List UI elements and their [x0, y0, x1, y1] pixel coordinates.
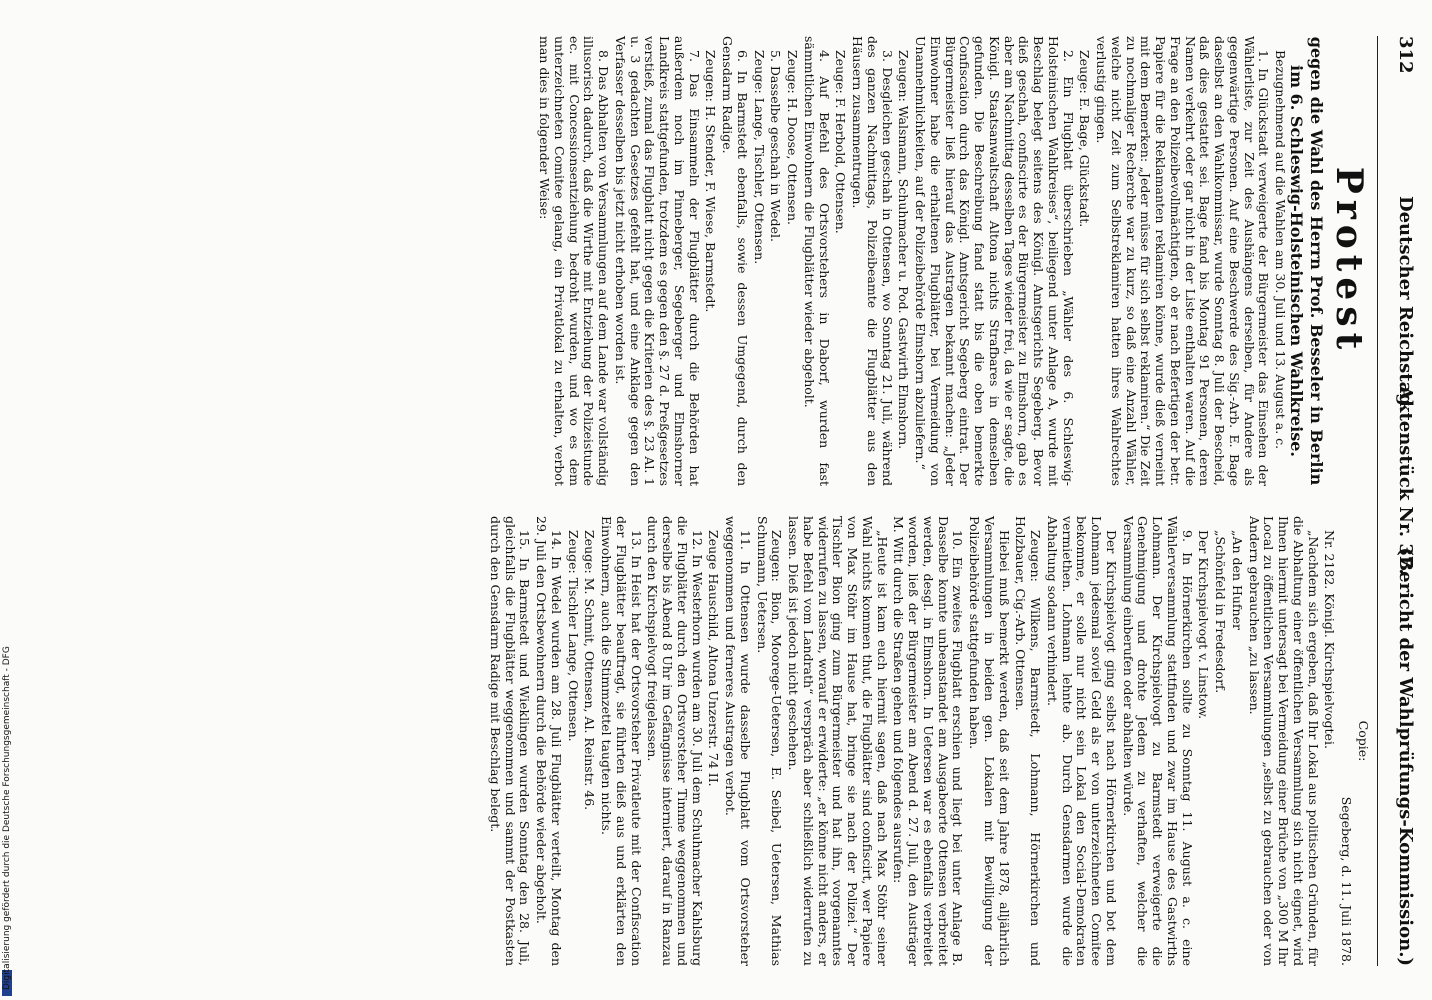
rotated-page-area: [114, 36, 1414, 966]
paragraph: Zeugen: Bion, Moorege-Uetersen, E. Seibel, Uetersen, Mathias Schumann, Uetersen.: [754, 516, 785, 966]
paragraph: 8. Das Abhalten von Versammlungen auf dem Lande war vollständig illusorisch dadurch, daß die Wirthe mit Entziehung der Polizeistunde ec. mit Concessionsentziehung bedroht wurden, und wo es dem unterzeichneten Comitee gelang, ein Privatlokal zu erhalten, verbot man dies in folgender Weise:: [537, 36, 612, 486]
paragraph: „Heute ist kam euch hiermit sagen, daß nach Max Stöhr seiner Wahl nichts kommen thut, die Flugblätter sind confiscirt, wer Papiere von Max Stöhr im Hause hat, bringe sie nach der Polizei.“ Der Tischler Bion ging zum Bürgermeister und hat ihn, vorgenanntes widerrufen zu lassen, worauf er erwiderte: „er könne nicht anders, er habe Befehl vom Landrath“ verspräch aber schließlich widerrufen zu lassen. Dieß ist jedoch nicht geschehen.: [786, 516, 890, 966]
paragraph: 3. Desgleichen geschah in Ottensen, wo Sonntag 21. Juli, während des ganzen Nachmittags, Polizeibeamte die Flugblätter aus den Häusern zusammentrugen.: [850, 36, 895, 486]
paragraph: 11. In Ottensen wurde dasselbe Flugblatt vom Ortsvorsteher weggenommen und ferneres Austragen verbot.: [723, 516, 753, 966]
running-title: Deutscher Reichstag.: [1395, 196, 1416, 413]
protest-subtitle: gegen die Wahl des Herrn Prof. Besseler in Berlin im 6. Schleswig-Holsteinischen Wahlkreise.: [1287, 36, 1326, 486]
paragraph: Hiebei muß bemerkt werden, daß seit dem Jahre 1878, alljährlich Versammlungen in beiden gen. Lokalen mit Bewilligung der Polizeibehörde stattgefunden haben.: [967, 516, 1012, 966]
paragraph: 9. In Hörnerkirchen sollte zu Sonntag 11. August a. c. eine Wählerversammlung stattfinden und zwar im Hause des Gastwirths Lohmann. Der Kirchspielvogt zu Barmstedt verweigerte die Genehmigung und drohte Jedem zu verhaften, welcher die Versammlung einberufen oder abhalten würde.: [1120, 516, 1195, 966]
committee-title: (Bericht der Wahlprüfungs-Kommission.): [1395, 547, 1416, 966]
right-column: [485, 516, 1370, 966]
protest-title: Protest: [1328, 166, 1370, 356]
paragraph: 4. Auf Befehl des Ortsvorstehers in Daborf, wurden fast sämmtlichen Einwohnern die Flugblätter wieder abgeholt.: [801, 36, 832, 486]
paragraph: Zeuge: M. Schmit, Ottensen, Al. Reinstr. 46.: [582, 530, 598, 811]
paragraph: 7. Das Einsammeln der Flugblätter durch die Behörden hat außerdem noch im Pinneberger, Segeberger und Elmshorner Landkreis stattgefunden, trotzdem es gegen den §. 27 d. Preßgesetzes verstieß, zumal das Flugblatt nicht gegen die Kriterien des §. 23 Al. 1 u. 3 gedachten Gesetzes gefehlt hat, und eine Anklage gegen den Verfasser desselben bis jetzt nicht erhoben worden ist.: [612, 36, 702, 486]
paragraph: 15. In Barmstedt und Wieklingen wurden Sonntag den 28. Juli, gleichfalls die Flugblätter weggenommen und sammt der Postkasten durch den Gensdarm Radige mit Beschlag belegt.: [488, 516, 533, 966]
page-content: [114, 36, 1414, 966]
place-date: Segeberg, d. 11. Juli 1878.: [1339, 796, 1355, 966]
paragraph: 6. In Barmstedt ebenfalls, sowie dessen Umgegend, durch den Gensdarm Radige.: [720, 36, 750, 486]
paragraph: Zeuge: H. Doose, Ottensen.: [785, 50, 801, 225]
paragraph: 5. Dasselbe geschah in Wedel.: [768, 50, 784, 242]
document-reference: Nr. 2182. Königl. Kirchspielvogtei.: [1322, 530, 1338, 749]
page-header: [1374, 36, 1414, 966]
paragraph: Zeuge Hauschild, Altona Unzerstr. 74 II.: [706, 530, 722, 787]
right-paragraphs: [487, 516, 1320, 966]
paragraph: „Schönfeld in Fredesdorf.: [1213, 530, 1229, 694]
paragraph: 14. In Wedel wurden am 28. Juli Flugblätter verteilt, Montag den 29. Juli den Ortsbewohnern durch die Behörde wieder abgeholt.: [534, 516, 564, 966]
paragraph: Zeuge: Tischler Lange, Ottensen.: [565, 530, 581, 742]
paragraph: 13. In Heist hat der Ortsvorsteher Privatleute mit der Confiscation der Flugblätter beauftragt, sie führten dieß aus und erklärten den Einwohnern, auch die Stimmzettel taugten nichts.: [599, 516, 644, 966]
left-paragraphs: [536, 36, 1287, 486]
paragraph: Zeuge: E. Bage, Glückstadt.: [1077, 50, 1093, 228]
paragraph: 10. Ein zweites Flugblatt erschien und liegt bei unter Anlage B. Dasselbe konnte unbeanstandet am Ausgabeorte Ottensen verbreitet werden, desgl. in Elmshorn. In Uetersen war es ebenfalls verbreitet worden, ließ der Bürgermeister am Abend d. 27. Juli, den Austräger M. Witt durch die Straßen gehen und folgendes ausrufen:: [891, 516, 966, 966]
paragraph: Der Kirchspielvogt ging selbst nach Hörnerkirchen und bot dem Lohmann jedesmal soviel Geld als er von unterzeichneten Comitee bekomme, er solle nur nicht sein Lokal den Social-Demokraten vermiethen. Lohmann lehnte ab. Durch Gensdarmen wurde die Abhaltung sodann verhindert.: [1045, 516, 1119, 966]
paragraph: Zeugen: Wilkens, Barmstedt, Lohmann, Hörnerkirchen und Holzbauer, Cig.-Arb. Ottensen.: [1013, 516, 1044, 966]
paragraph: 1. In Glückstadt verweigerte der Bürgermeister das Einsehen der Wählerliste, zur Zeit des Aushängens derselben, für Andere als gegenwärtige Personen. Auf eine Beschwerde des Sig.-Arb. E. Bage daselbst an den Wahlkommissar, wurde Sonntag 8. Juli der Bescheid, daß dies gestattet sei. Bage fand bis Montag 91 Personen, deren Namen verkehrt oder gar nicht in der Liste enthalten waren. Auf die Frage an den Polizeibevollmächtigten, ob er nach Befertigen der betr. Papiere für die Reklamanten reklamiren könne, wurde dieß verneint mit dem Bemerken: „Jeder müsse für sich selbst reklamiren.“ Die Zeit zu nochmaliger Recherche war zu kurz, so daß eine Anzahl Wähler, welche nicht Zeit zum Selbstreklamiren hatten ihres Wahlrechtes verlustig gingen.: [1094, 36, 1272, 486]
paragraph: Zeuge: F. Herbold, Ottensen.: [833, 50, 849, 234]
left-column: [534, 36, 1370, 486]
paragraph: Zeuge: Lange, Tischler, Ottensen.: [751, 50, 767, 265]
paragraph: Zeugen: H. Stender, F. Wiese, Barmstedt.: [703, 50, 719, 313]
paragraph: „An den Hufner: [1230, 530, 1245, 630]
paragraph: 12. In Westerhorn wurden am 30. Juli dem Schuhmacher Kahlsburg die Flugblätter durch den Ortsvorsteher Timme weggenommen und derselbe bis Abend 8 Uhr im Gefängnisse interniert, darauf in Ranzau durch den Kirchspielvogt freigelassen.: [645, 516, 705, 966]
paragraph: „Nachdem sich ergeben, daß Ihr Lokal aus politischen Gründen, für die Abhaltung einer öffentlichen Versammlung sich nicht eignet, wird Ihnen hiermit untersagt bei Vermeidung einer Brüche von „300 M Ihr Local zu öffentlichen Versammlungen „selbst zu gebrauchen oder von Andern gebrauchen „zu lassen.: [1246, 516, 1321, 966]
copy-label: Copie:: [1356, 720, 1371, 762]
paragraph: 2. Ein Flugblatt überschrieben „Wähler des 6. Schleswig-Holsteinischen Wahlkreises“, beiliegend unter Anlage A, wurde mit Beschlag belegt seitens des Königl. Amtsgerichts Segeberg. Bevor dieß geschah, confiscirte es der Bürgermeister zu Elmshorn, gab es aber am Nachmittag desselben Tages wieder frei, da wie er sagte, die Königl. Staatsanwaltschaft Altona nichts Strafbares in demselben gefunden. Die Beschreibung fand statt bis die oben bemerkte Confiscation durch das Königl. Amtsgericht Segeberg eintrat. Der Bürgermeister ließ hierauf das Austragen bekannt machen: „Jeder Einwohner habe die erhaltenen Flugblätter, bei Vermeidung von Unannehmlichkeiten, auf der Polizeibehörde Elmshorn abzuliefern.“: [913, 36, 1076, 486]
header-rule: [1377, 36, 1378, 966]
page-number: 312: [1395, 36, 1416, 74]
document-number: Aktenstück Nr. 37.: [1395, 386, 1416, 575]
paragraph: Bezugnehmend auf die Wahlen am 30. Juli und 13. August a. c.: [1273, 50, 1289, 450]
digitization-credit-strip: [0, 0, 14, 1000]
digitization-credit: Digitalisierung gefördert durch die Deutsche Forschungsgemeinschaft - DFG: [2, 646, 12, 990]
paragraph: Zeugen: Walsmann, Schuhmacher u. Pod. Gastwirth Elmshorn.: [896, 50, 912, 450]
paragraph: Der Kirchspielvogt v. Linstow.: [1196, 530, 1212, 720]
